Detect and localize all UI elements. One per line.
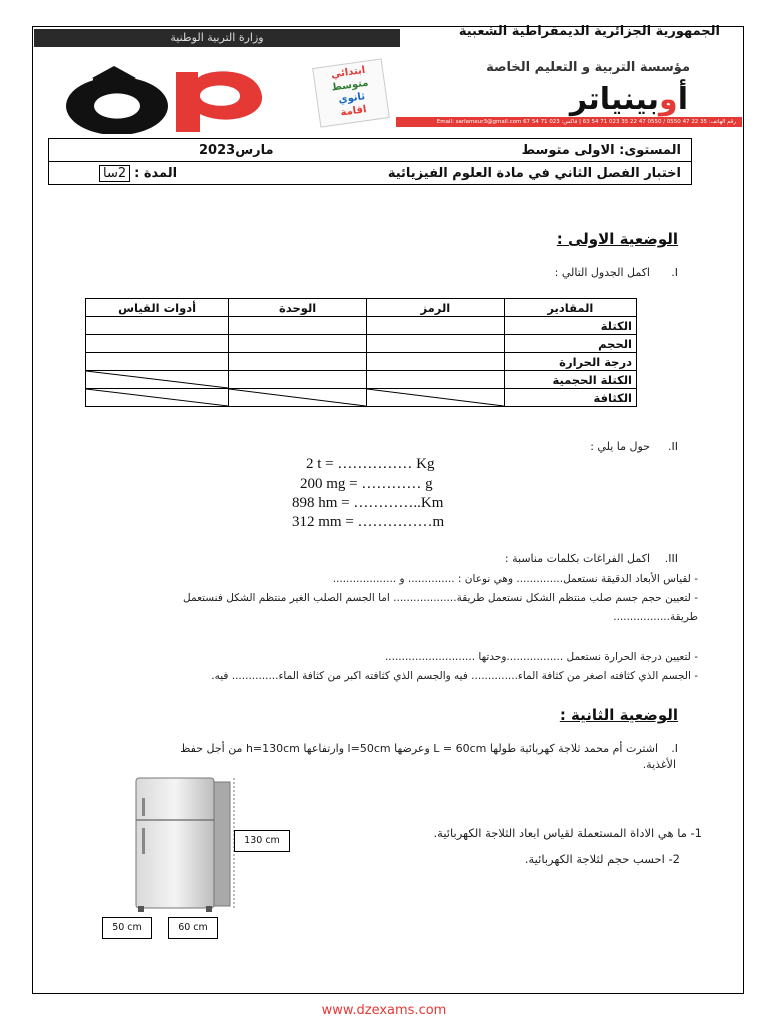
footer-website[interactable]: www.dzexams.com <box>321 1003 447 1018</box>
table-cell-quantity: الكتلة <box>504 317 636 335</box>
table-header: الرمز <box>367 299 505 317</box>
republic-title: الجمهورية الجزائرية الديمقراطية الشعبية <box>458 24 720 39</box>
table-cell-symbol[interactable] <box>367 317 505 335</box>
s2-sub2: 2- احسب حجم لثلاجة الكهربائية. <box>524 852 680 866</box>
ministry-bar: وزارة التربية الوطنية <box>34 29 400 47</box>
fill-line[interactable]: - لقياس الأبعاد الدقيقة نستعمل.............. وهي نوعان : .............. و ................... <box>332 573 698 585</box>
table-header: أدوات القياس <box>86 299 229 317</box>
s2-sub1: 1- ما هي الاداة المستعملة لقياس ابعاد الثلاجة الكهربائية. <box>433 826 702 840</box>
q3-number: III. <box>664 552 678 565</box>
institution-name: مؤسسة التربية و التعليم الخاصة <box>486 60 690 75</box>
height-label: 130 cm <box>234 830 290 852</box>
contact-bar: رقم الهاتف: 35 22 47 0550 / 0550 47 22 35 023 71 54 63 | فاكس: 023 71 54 67 Email: sarlameur3@gmail.com <box>396 117 742 127</box>
exam-info-table <box>48 138 692 185</box>
brand-name <box>570 82 688 117</box>
table-cell-tool[interactable] <box>86 353 229 371</box>
table-cell-quantity: درجة الحرارة <box>504 353 636 371</box>
conversion-line[interactable]: 2 t = …………… Kg <box>306 456 435 472</box>
level-item: متوسط <box>330 77 370 94</box>
table-row <box>86 353 637 371</box>
table-cell-symbol[interactable] <box>367 353 505 371</box>
duration-label: المدة : <box>134 165 178 181</box>
fill-line[interactable]: - لتعيين حجم جسم صلب منتظم الشكل نستعمل طريقة................... اما الجسم الصلب الغير منتظم الشكل فنستعمل <box>183 592 698 604</box>
table-cell-crossed <box>367 389 505 407</box>
section2-title: الوضعية الثانية : <box>559 706 678 724</box>
fill-line[interactable]: - لتعيين درجة الحرارة نستعمل .................وحدتها ........................... <box>384 651 698 663</box>
table-cell-crossed <box>86 371 229 389</box>
table-row <box>86 389 637 407</box>
table-cell-symbol[interactable] <box>367 371 505 389</box>
table-cell-symbol[interactable] <box>367 335 505 353</box>
table-cell-quantity: الكتلة الحجمية <box>504 371 636 389</box>
table-cell-unit[interactable] <box>229 335 367 353</box>
conversion-line[interactable]: 312 mm = ……………m <box>292 514 445 530</box>
level-item: ابتدائي <box>330 64 366 81</box>
level-item: ثانوي <box>337 91 366 106</box>
table-cell-crossed <box>86 389 229 407</box>
exam-title: اختبار الفصل الثاني في مادة العلوم الفيزيائية <box>387 165 681 181</box>
table-cell-tool[interactable] <box>86 317 229 335</box>
brand-o: و <box>659 82 678 117</box>
conversion-line[interactable]: 898 hm = …………..Km <box>292 495 444 511</box>
table-row <box>86 335 637 353</box>
q3-text: اكمل الفراغات بكلمات مناسبة : <box>504 552 650 565</box>
table-cell-tool[interactable] <box>86 335 229 353</box>
q2-text: حول ما يلي : <box>590 440 650 453</box>
brand-rest: بينياتر <box>569 82 660 117</box>
width-label: 50 cm <box>102 917 152 939</box>
duration <box>99 166 177 181</box>
s2-q1-line1: اشترت أم محمد ثلاجة كهربائية طولها L = 60cm وعرضها l=50cm وارتفاعها h=130cm من أجل حفظ <box>180 742 658 755</box>
s2-q1-number: I. <box>671 742 678 755</box>
table-header: المقادير <box>504 299 636 317</box>
conversion-line[interactable]: 200 mg = ………… g <box>300 476 433 492</box>
info-row-level <box>49 139 691 161</box>
refrigerator-icon <box>128 776 248 916</box>
levels-card <box>312 58 390 127</box>
brand-prefix: أ <box>677 82 688 117</box>
table-cell-unit[interactable] <box>229 371 367 389</box>
fill-line[interactable]: طريقة................. <box>613 611 698 623</box>
q1-number: I. <box>671 266 678 279</box>
duration-value: 2سا <box>99 165 130 182</box>
q2-number: II. <box>668 440 678 453</box>
table-row <box>86 371 637 389</box>
length-label: 60 cm <box>168 917 218 939</box>
measurement-table <box>85 298 637 407</box>
table-cell-quantity: الكثافة <box>504 389 636 407</box>
level-text: المستوى: الاولى متوسط <box>521 142 681 158</box>
level-item: اقامة <box>339 104 368 119</box>
table-cell-unit[interactable] <box>229 353 367 371</box>
date-text: مارس2023 <box>199 142 274 158</box>
table-cell-unit[interactable] <box>229 317 367 335</box>
table-header-row <box>86 299 637 317</box>
s2-q1-line2: الأغذية. <box>642 758 676 771</box>
info-row-exam <box>49 161 691 184</box>
table-row <box>86 317 637 335</box>
table-cell-crossed <box>229 389 367 407</box>
table-header: الوحدة <box>229 299 367 317</box>
table-cell-quantity: الحجم <box>504 335 636 353</box>
fill-line[interactable]: - الجسم الذي كثافته اصغر من كثافة الماء.............. فيه والجسم الذي كثافته اكبر من كثافة الماء.............. فيه. <box>211 670 698 682</box>
op-logo-icon <box>48 52 278 134</box>
q1-text: اكمل الجدول التالي : <box>554 266 650 279</box>
section1-title: الوضعية الاولى : <box>556 230 678 248</box>
